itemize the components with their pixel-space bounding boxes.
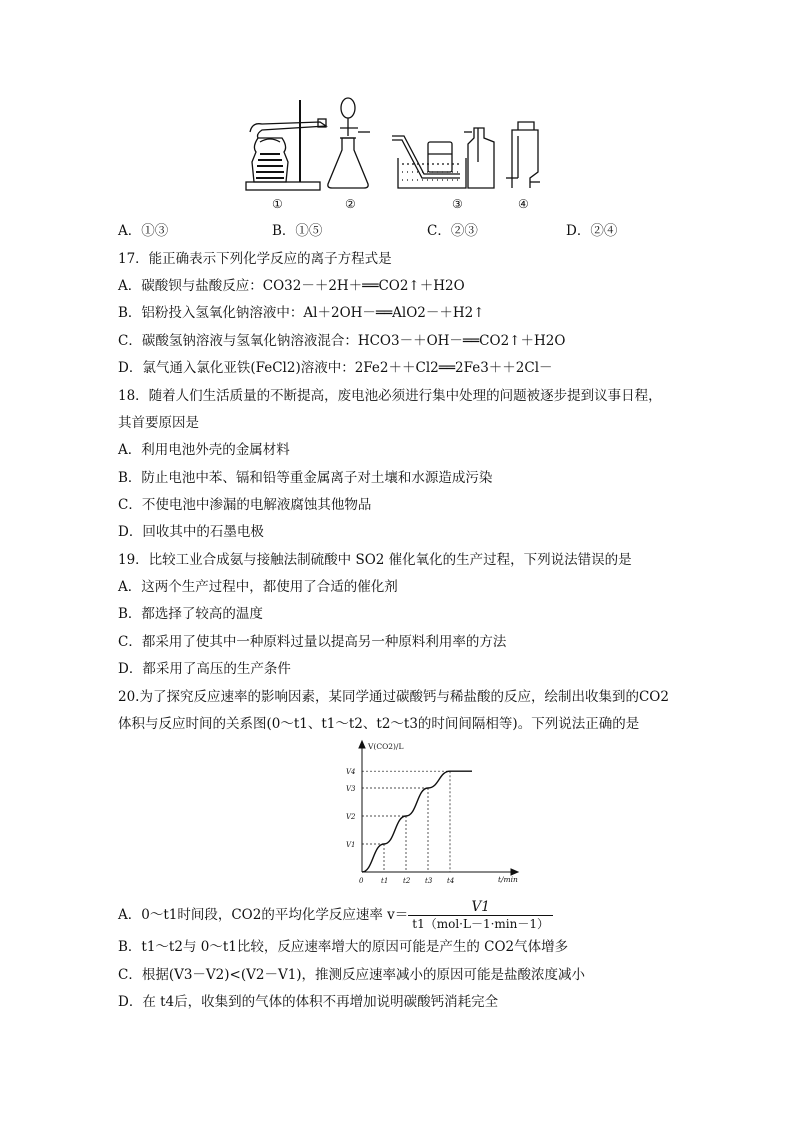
q18-option-d: D．回收其中的石墨电极 — [118, 524, 264, 540]
q20-option-d: D．在 t4后，收集到的气体的体积不再增加说明碳酸钙消耗完全 — [118, 994, 499, 1010]
apparatus-label-2: ② — [345, 197, 356, 211]
chart-y-tick-label: V4 — [346, 768, 356, 777]
apparatus-3b-drawing — [464, 128, 494, 188]
chart-x-tick-label: t3 — [425, 877, 433, 884]
q20-option-a — [118, 896, 553, 934]
q17-option-a: A．碳酸钡与盐酸反应：CO32－＋2H＋══CO2↑＋H2O — [118, 278, 465, 294]
rate-denominator: t1（mol·L－1·min－1） — [412, 917, 549, 931]
q19-option-a: A．这两个生产过程中，都使用了合适的催化剂 — [118, 579, 398, 595]
q17-option-b: B．铝粉投入氢氧化钠溶液中：Al＋2OH－══AlO2－＋H2↑ — [118, 305, 485, 321]
q20-option-b: B．t1～t2与 0～t1比较，反应速率增大的原因可能是产生的 CO2气体增多 — [118, 939, 569, 955]
q18-stem-line1: 18．随着人们生活质量的不断提高，废电池必须进行集中处理的问题被逐步提到议事日程， — [118, 388, 662, 404]
q19-option-b: B．都选择了较高的温度 — [118, 606, 263, 622]
chart-x-tick-label: 0 — [359, 877, 364, 884]
chart-y-tick-label: V1 — [346, 841, 356, 849]
chart-x-tick-label: t4 — [447, 877, 455, 884]
chart-y-tick-label: V3 — [346, 785, 356, 793]
q18-option-c: C．不使电池中渗漏的电解液腐蚀其他物品 — [118, 497, 372, 513]
q16-option-c: C．②③ — [427, 223, 478, 239]
q19-option-c: C．都采用了使其中一种原料过量以提高另一种原料利用率的方法 — [118, 634, 507, 650]
q16-option-d: D．②④ — [566, 223, 618, 239]
apparatus-1-drawing — [246, 100, 326, 190]
q19-option-d: D．都采用了高压的生产条件 — [118, 661, 291, 677]
chart-x-tick-label: t1 — [381, 877, 389, 884]
rate-fraction — [408, 899, 553, 932]
q17-option-d: D．氯气通入氯化亚铁(FeCl2)溶液中：2Fe2＋＋Cl2══2Fe3＋＋2Cl－ — [118, 360, 553, 376]
apparatus-2-drawing — [328, 98, 370, 188]
q20-stem-line2: 体积与反应时间的关系图(0～t1、t1～t2、t2～t3的时间间隔相等)。下列说法正确的是 — [118, 716, 640, 732]
apparatus-label-1: ① — [272, 197, 283, 211]
q18-option-b: B．防止电池中苯、镉和铅等重金属离子对土壤和水源造成污染 — [118, 470, 493, 486]
q16-option-b: B．①⑤ — [272, 223, 323, 239]
apparatus-3-drawing — [392, 136, 466, 188]
chart-y-arrow — [359, 741, 365, 748]
chart-y-label: V(CO2)/L — [368, 742, 404, 751]
volume-time-chart — [340, 738, 540, 884]
q20-option-c: C．根据(V3－V2)<(V2－V1)，推测反应速率减小的原因可能是盐酸浓度减小 — [118, 967, 586, 983]
q16-option-a: A．①③ — [118, 223, 169, 239]
q18-stem-line2: 其首要原因是 — [118, 415, 199, 431]
chart-series-line — [362, 771, 472, 872]
apparatus-4-drawing — [506, 122, 540, 188]
apparatus-label-3: ③ — [452, 197, 463, 211]
q17-option-c: C．碳酸氢钠溶液与氢氧化钠溶液混合：HCO3－＋OH－══CO2↑＋H2O — [118, 333, 566, 349]
q20-stem-line1: 20.为了探究反应速率的影响因素，某同学通过碳酸钙与稀盐酸的反应，绘制出收集到的CO2 — [118, 689, 669, 705]
q19-stem: 19．比较工业合成氨与接触法制硫酸中 SO2 催化氧化的生产过程，下列说法错误的是 — [118, 552, 632, 568]
apparatus-label-4: ④ — [518, 197, 529, 211]
chart-x-label: t/min — [498, 875, 518, 884]
q20-option-a-prefix: A．0～t1时间段，CO2的平均化学反应速率 v＝ — [118, 907, 409, 923]
rate-numerator: V1 — [408, 899, 553, 916]
apparatus-figure — [240, 92, 560, 216]
q17-stem: 17．能正确表示下列化学反应的离子方程式是 — [118, 251, 392, 267]
q18-option-a: A．利用电池外壳的金属材料 — [118, 442, 290, 458]
chart-y-tick-label: V2 — [346, 813, 356, 821]
chart-x-tick-label: t2 — [403, 877, 411, 884]
